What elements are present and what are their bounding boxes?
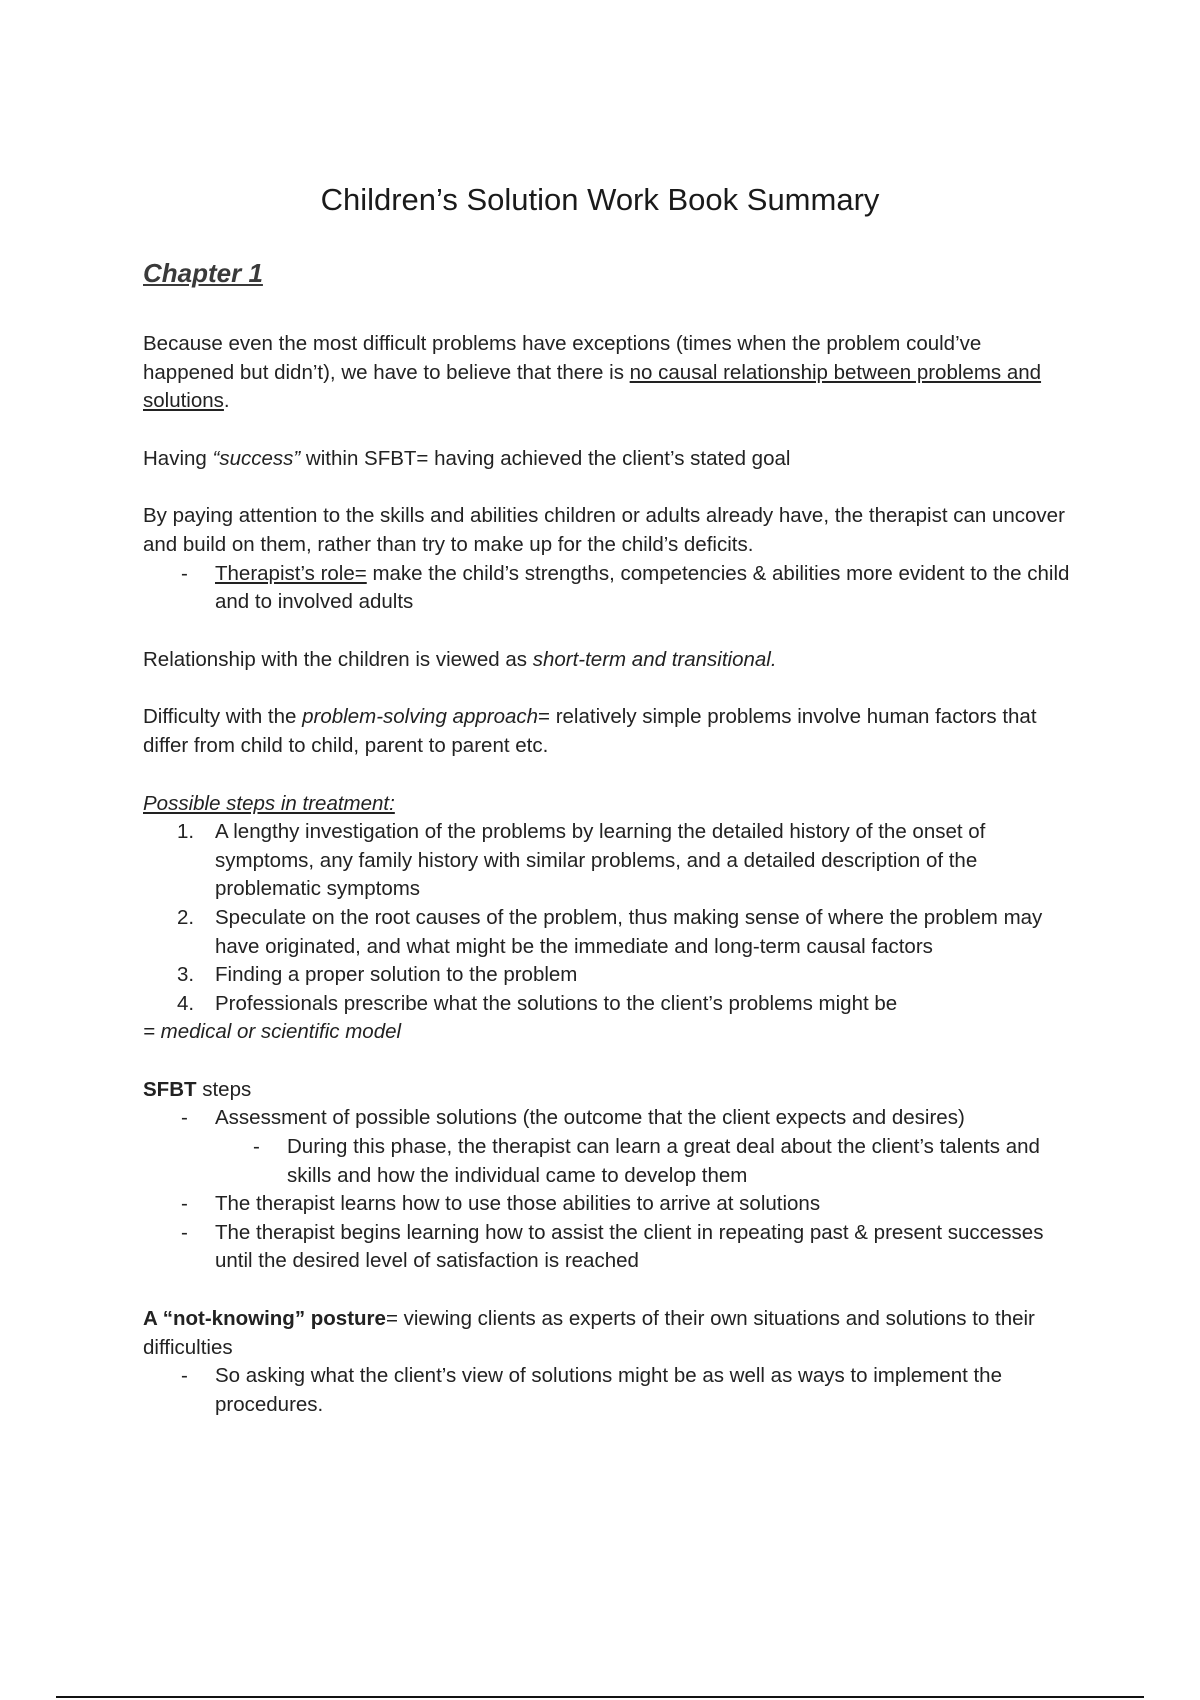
paragraph-skills: By paying attention to the skills and abilities children or adults already have, the therapist can uncover and build on them, rather than try to make up for the child’s deficits. - Therapist’s role= make the child’s strengths, competencies & abilities more evident to the child and to involved adults: [143, 502, 1073, 616]
underlined-term: Therapist’s role=: [215, 561, 367, 585]
underlined-phrase: no causal relationship between problems and solutions: [143, 360, 1042, 413]
posture-section: A “not-knowing” posture= viewing clients as experts of their own situations and solutions to their difficulties - So asking what the client’s view of solutions might be as well as ways to implement the procedures.: [143, 1305, 1073, 1419]
model-conclusion: = medical or scientific model: [143, 1020, 402, 1044]
list-item: 4. Professionals prescribe what the solutions to the client’s problems might be: [177, 991, 898, 1015]
footer-divider: [56, 1696, 1144, 1698]
dash-list: [143, 1362, 1073, 1419]
section-heading: SFBT steps: [143, 1077, 252, 1101]
chapter-heading: Chapter 1: [143, 258, 263, 288]
italic-term: “success”: [212, 446, 301, 470]
list-item: - Therapist’s role= make the child’s strengths, competencies & abilities more evident to the child and to involved adults: [143, 560, 1073, 617]
list-item: 1. A lengthy investigation of the problems by learning the detailed history of the onset of symptoms, any family history with similar problems, and a detailed description of the problematic symptoms: [177, 820, 986, 901]
list-item: - The therapist learns how to use those abilities to arrive at solutions: [143, 1190, 1073, 1219]
italic-term: problem-solving approach: [302, 705, 539, 729]
list-item: - During this phase, the therapist can learn a great deal about the client’s talents and skills and how the individual came to develop them: [215, 1133, 1073, 1190]
document-body: [143, 330, 1073, 1448]
list-item: 3. Finding a proper solution to the problem: [177, 963, 578, 987]
list-item: - Assessment of possible solutions (the outcome that the client expects and desires) - During this phase, the therapist can learn a great deal about the client’s talents and skills and how the individual came to develop them: [143, 1104, 1073, 1190]
nested-dash-list: [215, 1133, 1073, 1190]
sfbt-steps-section: [143, 1076, 1073, 1276]
paragraph-relationship: Relationship with the children is viewed as short-term and transitional.: [143, 647, 777, 671]
list-item: - The therapist begins learning how to assist the client in repeating past & present successes until the desired level of satisfaction is reached: [143, 1219, 1073, 1276]
dash-list: [143, 1104, 1073, 1276]
paragraph-difficulty: Difficulty with the problem-solving approach= relatively simple problems involve human factors that differ from child to child, parent to parent etc.: [143, 705, 1037, 757]
section-heading: Possible steps in treatment:: [143, 791, 395, 815]
list-item: - So asking what the client’s view of solutions might be as well as ways to implement the procedures.: [143, 1362, 1073, 1419]
treatment-steps-section: [143, 790, 1073, 1047]
paragraph-exceptions: Because even the most difficult problems have exceptions (times when the problem could’ve happened but didn’t), we have to believe that there is no causal relationship between problems and solutions.: [143, 332, 1042, 413]
document-title: Children’s Solution Work Book Summary: [320, 182, 880, 217]
numbered-list: [143, 818, 1073, 1018]
dash-list: [143, 560, 1073, 617]
paragraph-success: Having “success” within SFBT= having achieved the client’s stated goal: [143, 446, 791, 470]
bold-term: A “not-knowing” posture: [143, 1307, 386, 1331]
italic-term: short-term and transitional.: [532, 647, 777, 671]
list-item: 2. Speculate on the root causes of the problem, thus making sense of where the problem may have originated, and what might be the immediate and long-term causal factors: [177, 905, 1043, 958]
